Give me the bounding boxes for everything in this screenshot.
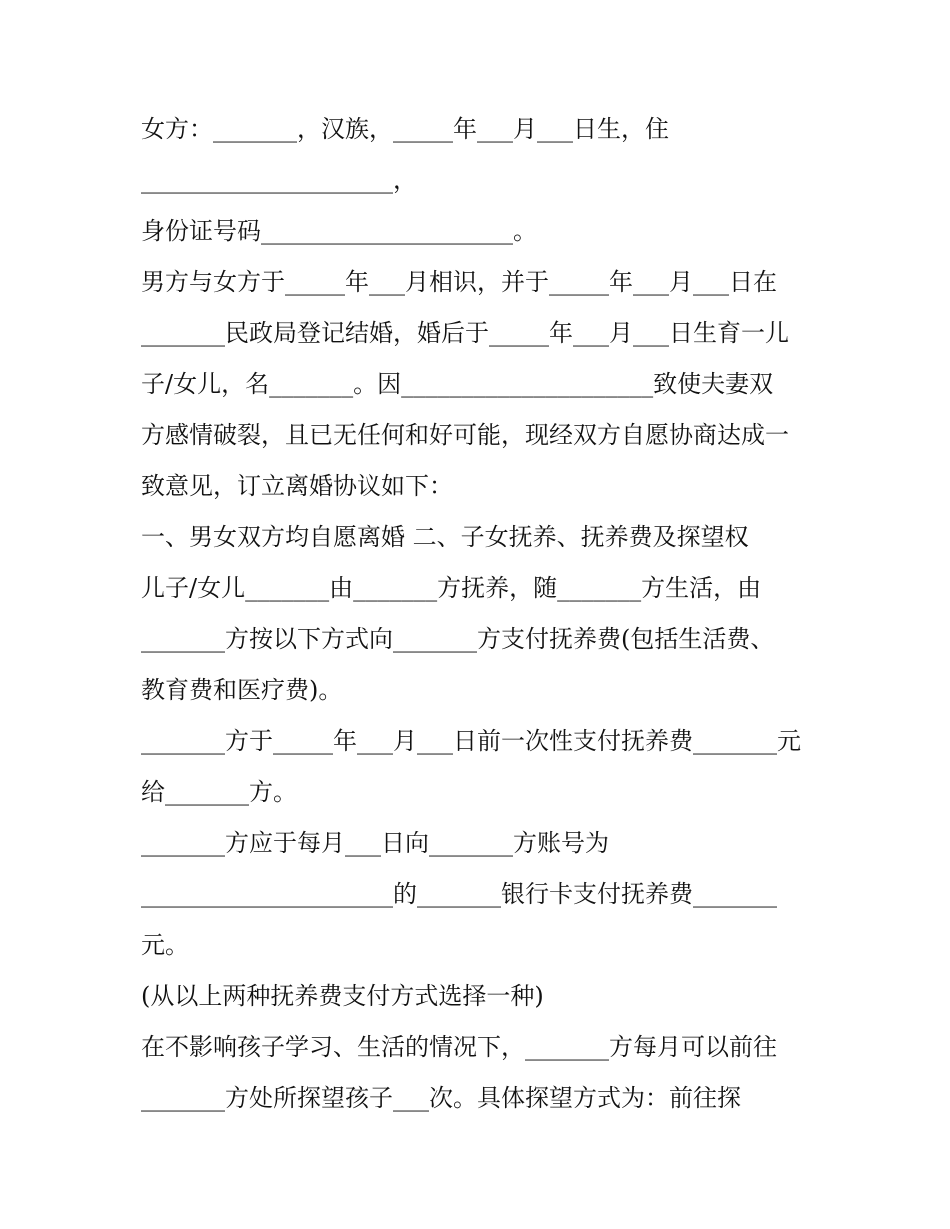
text-line-support-scope: 教育费和医疗费)。	[141, 676, 343, 704]
text-line-custody: 儿子/女儿_______由_______方抚养，随_______方生活，由	[141, 574, 762, 602]
text-line-female-party: 女方：_______，汉族，_____年___月___日生，住	[141, 115, 669, 143]
text-line-relationship-breakdown: 方感情破裂，且已无任何和好可能，现经双方自愿协商达成一	[141, 421, 789, 449]
text-line-choose-method-note: (从以上两种抚养费支付方式选择一种)	[141, 982, 544, 1010]
text-line-marriage-registration: _______民政局登记结婚，婚后于_____年___月___日生育一儿	[141, 319, 789, 347]
text-line-yuan: 元。	[141, 931, 189, 959]
text-line-address-blank: _____________________，	[141, 166, 417, 194]
text-line-visitation-method: _______方处所探望孩子___次。具体探望方式为：前往探	[141, 1084, 741, 1112]
text-line-acquaintance: 男方与女方于_____年___月相识，并于_____年___月___日在	[141, 268, 777, 296]
text-line-agreement-intro: 致意见，订立离婚协议如下：	[141, 472, 453, 500]
text-line-section-headings: 一、男女双方均自愿离婚 二、子女抚养、抚养费及探望权	[141, 523, 749, 551]
text-line-monthly-payment: _______方应于每月___日向_______方账号为	[141, 829, 609, 857]
text-line-child-name: 子/女儿，名_______。因_____________________致使夫妻双	[141, 370, 774, 398]
text-line-bank-card: _____________________的_______银行卡支付抚养费_______	[141, 880, 777, 908]
text-line-support-payment: _______方按以下方式向_______方支付抚养费(包括生活费、	[141, 625, 775, 653]
text-line-id-number: 身份证号码_____________________。	[141, 217, 537, 245]
text-line-visitation: 在不影响孩子学习、生活的情况下，_______方每月可以前往	[141, 1033, 777, 1061]
text-line-lump-sum-recipient: 给_______方。	[141, 778, 297, 806]
text-line-lump-sum: _______方于_____年___月___日前一次性支付抚养费_______元	[141, 727, 801, 755]
